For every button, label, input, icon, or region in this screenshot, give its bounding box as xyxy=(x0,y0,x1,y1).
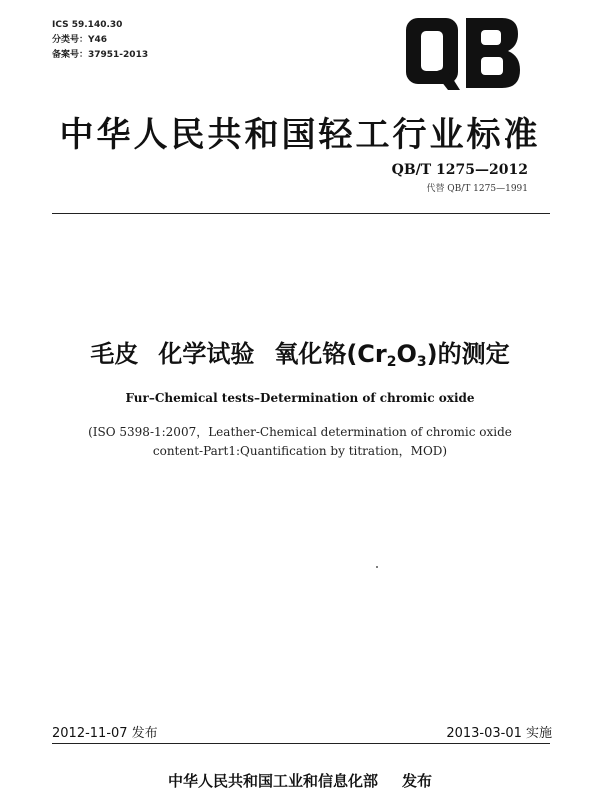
cn-title-subscript-1: 2 xyxy=(386,354,397,370)
footer-divider xyxy=(52,743,550,744)
classification-number: 分类号：Y46 xyxy=(52,35,108,45)
publisher-line xyxy=(0,770,600,791)
standard-number-block xyxy=(392,162,528,194)
english-document-title: Fur–Chemical tests–Determination of chromic oxide xyxy=(125,391,475,405)
implementation-date: 2013-03-01 实施 xyxy=(446,726,552,741)
issue-date: 2012-11-07 发布 xyxy=(52,726,158,741)
cn-title-part2: 化学试验 xyxy=(158,340,255,368)
cn-title-end: )的测定 xyxy=(426,340,510,368)
cn-title-subscript-2: 3 xyxy=(416,354,427,370)
chinese-document-title xyxy=(0,334,600,370)
iso-reference-line2: content-Part1:Quantification by titration，MOD) xyxy=(152,444,448,458)
standard-category-title: 中华人民共和国轻工行业标准 xyxy=(59,115,541,155)
standard-code: QB/T 1275—2012 xyxy=(391,162,528,178)
publisher-name: 中华人民共和国工业和信息化部 xyxy=(167,772,378,790)
header-divider xyxy=(52,213,550,214)
cn-title-part1: 毛皮 xyxy=(90,340,139,368)
cn-title-part3: 氧化铬(Cr xyxy=(274,340,387,368)
record-number: 备案号：37951-2013 xyxy=(52,50,149,60)
qb-logo xyxy=(404,16,520,92)
publisher-action: 发布 xyxy=(402,772,433,790)
header-metadata xyxy=(52,18,148,63)
ics-code: ICS 59.140.30 xyxy=(52,20,123,30)
scan-speck xyxy=(376,566,378,568)
iso-reference-line1: (ISO 5398-1:2007，Leather-Chemical determination of chromic oxide xyxy=(88,425,512,439)
replaces-standard: 代替 QB/T 1275—1991 xyxy=(426,184,528,194)
cn-title-mid: O xyxy=(396,340,417,368)
iso-reference xyxy=(0,423,600,461)
